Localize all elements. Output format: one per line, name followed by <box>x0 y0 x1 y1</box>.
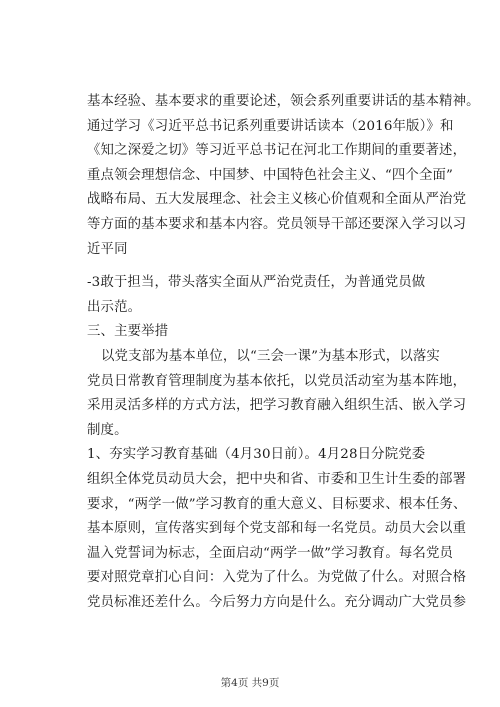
text-line: -3敢于担当，带头落实全面从严治党责任，为普通党员做 <box>87 275 426 291</box>
text-line: 基本经验、基本要求的重要论述，领会系列重要讲话的基本精神。 <box>87 94 480 109</box>
text-line: 要求，“两学一做”学习教育的重大意义、目标要求、根本任务、 <box>87 496 467 512</box>
text-line: 基本原则，宣传落实到每个党支部和每一名党员。动员大会以重 <box>87 521 467 537</box>
page-number: 第4页 共9页 <box>220 677 280 689</box>
text-line: 要对照党章扪心自问：入党为了什么。为党做了什么。对照合格 <box>87 570 467 586</box>
text-line: 战略布局、五大发展理念、社会主义核心价值观和全面从严治党 <box>87 192 467 208</box>
text-line: 党员标准还差什么。今后努力方向是什么。充分调动广大党员参 <box>87 594 467 610</box>
text-line: 《知之深爱之切》等习近平总书记在河北工作期间的重要著述， <box>87 143 467 159</box>
paragraph-first-line: 以党支部为基本单位，以“三会一课”为基本形式，以落实 <box>101 348 440 364</box>
text-line: 出示范。 <box>87 299 142 315</box>
text-line: 组织全体党员动员大会，把中央和省、市委和卫生计生委的部署 <box>87 471 467 487</box>
text-line: 重点领会理想信念、中国梦、中国特色社会主义、“四个全面” <box>87 167 454 183</box>
text-line: 通过学习《习近平总书记系列重要讲话读本（2016年版）》和 <box>87 118 454 134</box>
text-line: 党员日常教育管理制度为基本依托，以党员活动室为基本阵地， <box>87 373 467 389</box>
paragraph-first-line: 1、夯实学习教育基础（4月30日前）。4月28日分院党委 <box>87 447 426 463</box>
text-line: 采用灵活多样的方式方法，把学习教育融入组织生活、嵌入学习 <box>87 398 467 414</box>
section-heading: 三、主要举措 <box>87 324 169 340</box>
text-line: 制度。 <box>87 422 128 438</box>
document-body <box>87 90 480 615</box>
text-line: 温入党誓词为标志，全面启动“两学一做”学习教育。每名党员 <box>87 545 454 561</box>
text-line: 等方面的基本要求和基本内容。党员领导干部还要深入学习以习 <box>87 216 467 232</box>
text-line: 近平同 <box>87 241 128 257</box>
